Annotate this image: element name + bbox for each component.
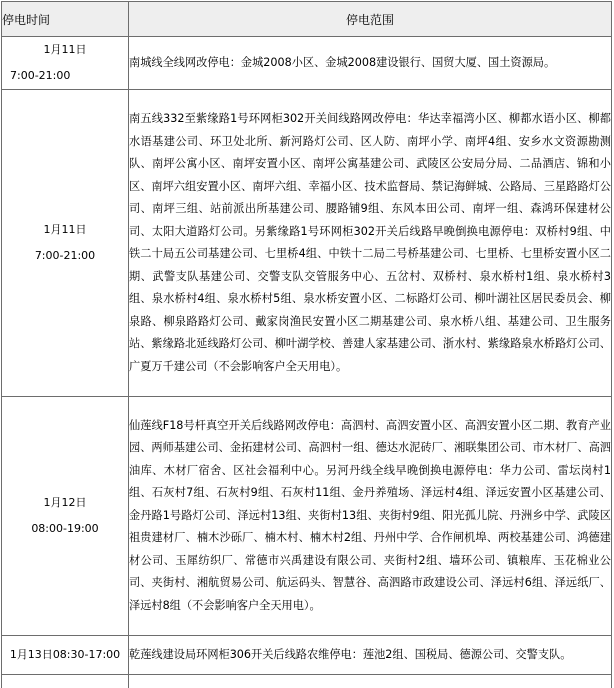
outage-hours: 08:00-19:00 — [31, 522, 99, 535]
outage-hours: 7:00-21:00 — [10, 69, 71, 82]
table-row — [2, 90, 612, 397]
header-time: 停电时间 — [2, 2, 129, 37]
outage-date: 1月11日 — [43, 43, 87, 56]
table-row — [2, 397, 612, 636]
outage-date: 1月13日 — [9, 648, 53, 661]
header-range: 停电范围 — [129, 2, 612, 37]
outage-range: 南五线332至紫缘路1号环网柜302开关间线路网改停电：华达幸福湾小区、柳都水语小区、柳都水语基建公司、环卫处北所、新河路灯公司、区人防、南坪小学、南坪4组、安乡水文资源勘测队、南坪公寓小区、南坪安置小区、南坪公寓基建公司、武陵区公安局分局、二品酒店、锦和小区、南坪六组安置小区、南坪六组、幸福小区、技术监督局、禁记海鲜城、公路局、三星路路灯公司、南坪三组、站前派出所基建公司、腰路铺9组、东风本田公司、南坪一组、森鸿环保建材公司、太阳大道路灯公司。另紫缘路1号环网柜302开关后线路早晚倒换电源停电：双桥村9组、中铁二十局五公司基建公司、七里桥4组、中铁十二局二号桥基建公司、七里桥、七里桥安置小区二期、武警支队基建公司、交警支队交管服务中心、五岔村、双桥村、泉水桥村1组、泉水桥村3组、泉水桥村4组、泉水桥村5组、泉水桥安置小区、二标路灯公司、柳叶湖社区居民委员会、柳泉路、柳泉路路灯公司、戴家岗渔民安置小区二期基建公司、泉水桥八组、基建公司、卫生服务站、紫缘路北延线路灯公司、柳叶湖学校、善建人家基建公司、浙水村、紫缘路泉水桥路灯公司、广夏万千建公司（不会影响客户全天用电）。 — [129, 90, 612, 397]
outage-table — [1, 1, 612, 688]
outage-date: 1月11日 — [43, 223, 87, 236]
outage-date: 1月12日 — [43, 496, 87, 509]
outage-time-cell — [2, 397, 129, 636]
outage-range: 乾莲线建设局环网柜306开关后线路农维停电：莲池2组、国税局、德源公司、交警支队。 — [129, 636, 612, 675]
table-row — [2, 37, 612, 90]
outage-time-cell — [2, 636, 129, 675]
outage-time-cell — [2, 90, 129, 397]
table-row — [2, 636, 612, 675]
outage-range: 南城线全线网改停电：金城2008小区、金城2008建设银行、国贸大厦、国土资源局。 — [129, 37, 612, 90]
table-header-row — [2, 2, 612, 37]
outage-time-cell — [2, 37, 129, 90]
outage-hours: 08:30-17:00 — [52, 648, 121, 661]
table-row-empty — [2, 675, 612, 688]
empty-cell — [129, 675, 612, 688]
empty-cell — [2, 675, 129, 688]
outage-hours: 7:00-21:00 — [34, 249, 96, 262]
outage-range: 仙莲线F18号杆真空开关后线路网改停电：高泗村、高泗安置小区、高泗安置小区二期、教育产业园、两师基建公司、金拓建材公司、高泗村一组、德达水泥砖厂、湘联集团公司、市木材厂、高泗油库、木材厂宿舍、区社会福利中心。另河丹线全线早晚倒换电源停电：华力公司、雷坛岗村1组、石灰村7组、石灰村9组、石灰村11组、金丹养殖场、泽远村4组、泽远安置小区基建公司、金丹路1号路灯公司、泽远村13组、夹街村13组、夹街村9组、阳光孤儿院、丹洲乡中学、武陵区祖贵建材厂、楠木沙砾厂、楠木村、楠木村2组、丹州中学、合作闸机埠、两校基建公司、鸿德建材公司、玉犀纺织厂、常德市兴禹建设有限公司、夹街村2组、墙环公司、镇粮库、玉花棉业公司、夹街村、湘航贸易公司、航运码头、智慧谷、高泗路市政建设公司、泽远村6组、泽远纸厂、泽远村8组（不会影响客户全天用电）。 — [129, 397, 612, 636]
